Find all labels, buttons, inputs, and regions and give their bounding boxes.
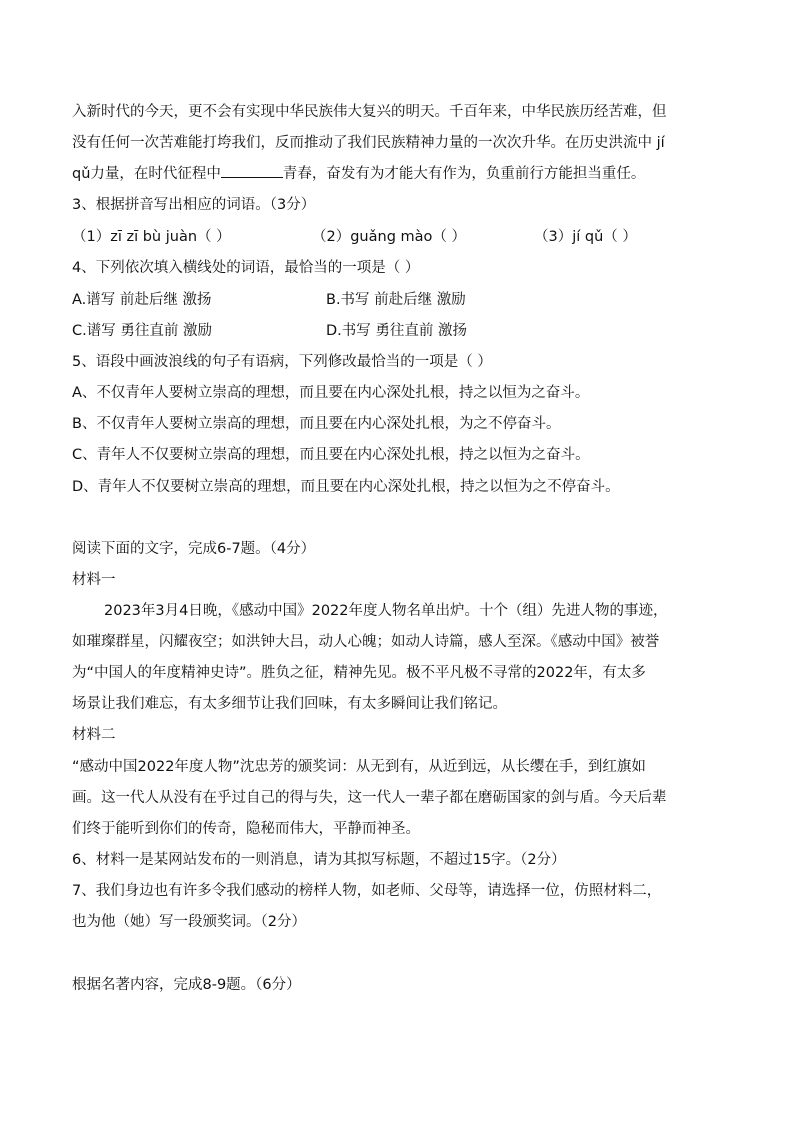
reading-instruction: 阅读下面的文字，完成6-7题。（4分） xyxy=(72,541,316,557)
material-2-line: “感动中国2022年度人物”沈忠芳的颁奖词：从无到有，从近到远，从长缨在手，到红旗如 xyxy=(72,759,646,775)
question-6: 6、材料一是某网站发布的一则消息，请为其拟写标题，不超过15字。（2分） xyxy=(72,852,566,868)
material-1-line: 如璀璨群星，闪耀夜空；如洪钟大吕，动人心魄；如动人诗篇，感人至深。《感动中国》被誉 xyxy=(72,634,660,650)
q5-option-c[interactable]: C、青年人不仅要树立崇高的理想，而且要在内心深处扎根，持之以恒为之奋斗。 xyxy=(72,447,590,463)
q3-item-1: （1）zī zī bù juàn（ ） xyxy=(72,229,231,245)
material-2-line: 画。这一代人从没有在乎过自己的得与失，这一代人一辈子都在磨砺国家的剑与盾。今天后辈 xyxy=(72,790,667,806)
material-1-line: 场景让我们难忘，有太多细节让我们回味，有太多瞬间让我们铭记。 xyxy=(72,696,507,712)
question-3: 3、根据拼音写出相应的词语。（3分） xyxy=(72,197,316,213)
question-7: 7、我们身边也有许多令我们感动的榜样人物，如老师、父母等，请选择一位，仿照材料二， xyxy=(72,883,662,899)
q5-option-a[interactable]: A、不仅青年人要树立崇高的理想，而且要在内心深处扎根，持之以恒为之奋斗。 xyxy=(72,385,590,401)
passage-line xyxy=(72,163,645,185)
classics-instruction: 根据名著内容，完成8-9题。（6分） xyxy=(72,977,301,993)
material-1-line: 2023年3月4日晚，《感动中国》2022年度人物名单出炉。十个（组）先进人物的事迹， xyxy=(104,603,668,619)
q4-option-c[interactable]: C.谱写 勇往直前 激励 xyxy=(72,323,212,339)
q3-pinyin-row xyxy=(72,226,637,248)
q4-option-d[interactable]: D.书写 勇往直前 激扬 xyxy=(326,323,467,339)
material-2-line: 们终于能听到你们的传奇，隐秘而伟大，平静而神圣。 xyxy=(72,821,420,837)
material-1-line: 为“中国人的年度精神史诗”。胜负之征，精神先见。极不平凡极不寻常的2022年，有太多 xyxy=(72,665,646,681)
q3-item-2: （2）guǎng mào（ ） xyxy=(312,229,466,245)
q4-option-b[interactable]: B.书写 前赴后继 激励 xyxy=(326,292,466,308)
material-1-heading: 材料一 xyxy=(72,572,116,588)
q4-option-a[interactable]: A.谱写 前赴后继 激扬 xyxy=(72,292,212,308)
q5-option-d[interactable]: D、青年人不仅要树立崇高的理想，而且要在内心深处扎根，持之以恒为之不停奋斗。 xyxy=(72,479,620,495)
question-5: 5、语段中画波浪线的句子有语病，下列修改最恰当的一项是（ ） xyxy=(72,354,492,370)
material-2-heading: 材料二 xyxy=(72,727,116,743)
passage-text: qǔ力量，在时代征程中 xyxy=(72,166,221,182)
fill-blank[interactable] xyxy=(221,163,283,178)
question-4: 4、下列依次填入横线处的词语，最恰当的一项是（ ） xyxy=(72,260,420,276)
passage-line: 入新时代的今天，更不会有实现中华民族伟大复兴的明天。千百年来，中华民族历经苦难，但 xyxy=(72,104,667,120)
passage-line: 没有任何一次苦难能打垮我们，反而推动了我们民族精神力量的一次次升华。在历史洪流中 jí xyxy=(72,135,665,151)
q5-option-b[interactable]: B、不仅青年人要树立崇高的理想，而且要在内心深处扎根，为之不停奋斗。 xyxy=(72,416,561,432)
question-7-cont: 也为他（她）写一段颁奖词。（2分） xyxy=(72,914,306,930)
q3-item-3: （3）jí qǔ（ ） xyxy=(534,229,637,245)
passage-text: 青春，奋发有为才能大有作为，负重前行方能担当重任。 xyxy=(282,166,646,182)
